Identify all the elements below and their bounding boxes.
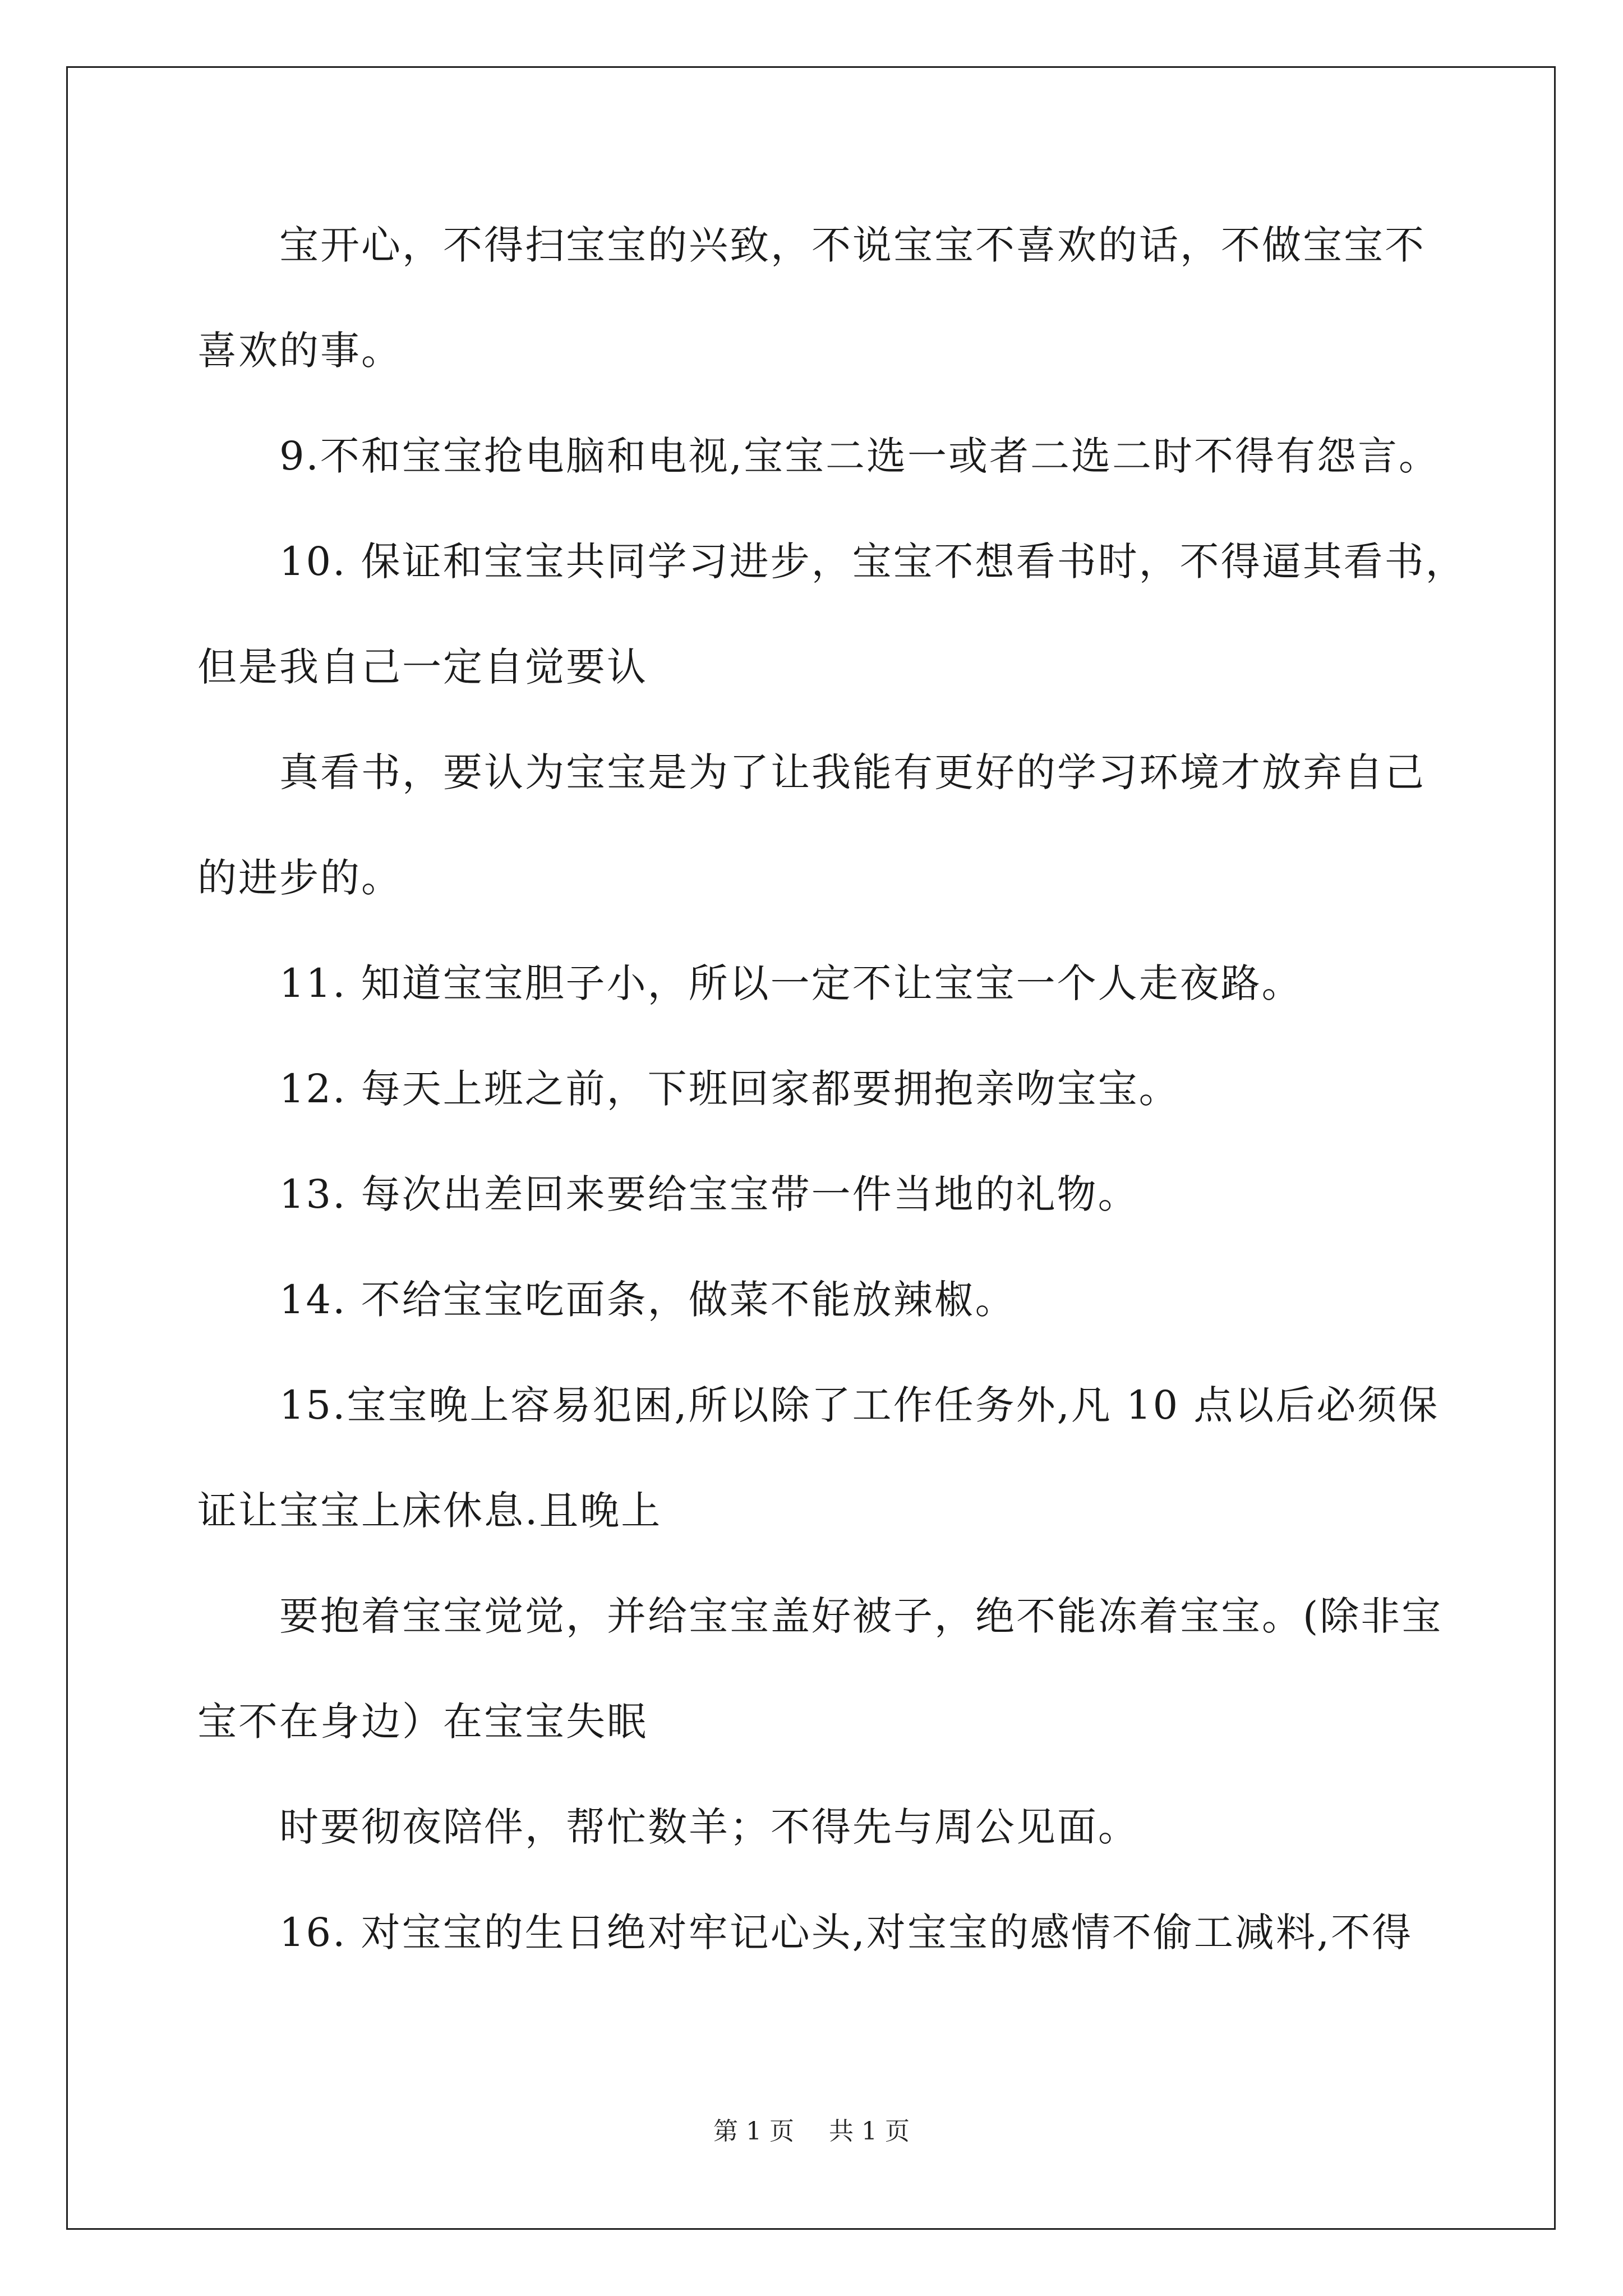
- text-line: 但是我自己一定自觉要认: [197, 644, 648, 690]
- page-total: 共 1 页: [829, 2117, 910, 2146]
- text-line: 13. 每次出差回来要给宝宝带一件当地的礼物。: [197, 1171, 1139, 1217]
- text-line: 14. 不给宝宝吃面条，做菜不能放辣椒。: [197, 1277, 1016, 1323]
- text-line: 喜欢的事。: [197, 328, 402, 374]
- text-line: 11. 知道宝宝胆子小，所以一定不让宝宝一个人走夜路。: [197, 960, 1303, 1006]
- text-line: 16. 对宝宝的生日绝对牢记心头,对宝宝的感情不偷工减料,不得: [197, 1910, 1413, 1955]
- text-line: 15.宝宝晚上容易犯困,所以除了工作任务外,凡 10 点以后必须保: [197, 1382, 1440, 1428]
- text-line: 宝开心，不得扫宝宝的兴致，不说宝宝不喜欢的话，不做宝宝不: [197, 222, 1426, 268]
- page-footer: [0, 2115, 1623, 2148]
- text-line: 9.不和宝宝抢电脑和电视,宝宝二选一或者二选二时不得有怨言。: [197, 433, 1440, 479]
- text-line: 时要彻夜陪伴，帮忙数羊；不得先与周公见面。: [197, 1804, 1139, 1850]
- text-line: 10. 保证和宝宝共同学习进步，宝宝不想看书时，不得逼其看书，: [197, 539, 1467, 585]
- text-line: 证让宝宝上床休息.且晚上: [197, 1488, 662, 1534]
- page-number: 第 1 页: [713, 2117, 794, 2146]
- text-line: 要抱着宝宝觉觉，并给宝宝盖好被子，绝不能冻着宝宝。(除非宝: [197, 1593, 1443, 1639]
- text-line: 真看书，要认为宝宝是为了让我能有更好的学习环境才放弃自己: [197, 749, 1426, 795]
- document-body: [197, 219, 1467, 1959]
- text-line: 宝不在身边）在宝宝失眠: [197, 1699, 648, 1745]
- text-line: 12. 每天上班之前，下班回家都要拥抱亲吻宝宝。: [197, 1066, 1180, 1112]
- text-line: 的进步的。: [197, 855, 402, 901]
